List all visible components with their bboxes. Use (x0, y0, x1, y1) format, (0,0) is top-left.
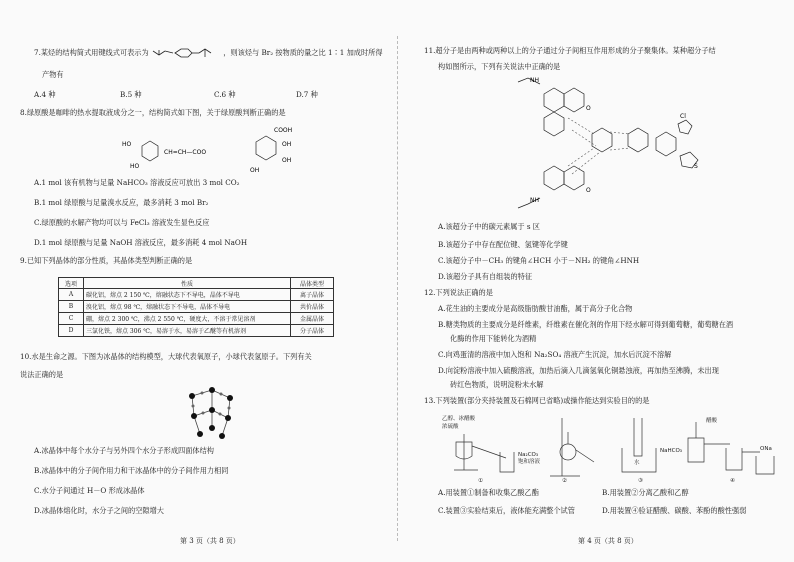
q13-label-4: ④ (730, 478, 735, 484)
q8-option-b: B.1 mol 绿原酸与足量溴水反应，最多消耗 3 mol Br₂ (34, 198, 209, 207)
q13-label-ona: ONa (760, 446, 772, 452)
table-cell: C (59, 313, 84, 325)
q13-option-a: A.用装置①制备和收集乙酸乙酯 (438, 488, 539, 497)
table-cell: 硼，熔点 2 300 ℃，沸点 2 550 ℃，硬度大，不溶于常见溶剂 (84, 313, 291, 325)
q7-option-c: C.6 种 (214, 90, 236, 99)
q7-stem-a: 7.某烃的结构简式用键线式可表示为 (34, 48, 149, 57)
q13-label-2: ② (562, 478, 567, 484)
q8-label-cooh: COOH (274, 127, 293, 134)
question-11-stem-b: 构如图所示，下列有关说法中正确的是 (438, 62, 561, 71)
q10-option-a: A.冰晶体中每个水分子与另外四个水分子形成四面体结构 (34, 446, 214, 455)
q13-label-saturated: 饱和溶液 (518, 459, 541, 465)
q11-supramolecule-structure (510, 74, 710, 212)
table-cell: 三氯化铁，熔点 306 ℃，易溶于水，易溶于乙醚等有机溶剂 (84, 325, 291, 337)
q13-label-acetic: 醋酸 (706, 418, 718, 424)
q10-option-d: D.冰晶体熔化时，水分子之间的空隙增大 (34, 506, 164, 515)
table-cell: B (59, 301, 84, 313)
q13-label-na2co3: Na₂CO₃ (518, 452, 539, 458)
q8-label-ho2: HO (130, 163, 140, 170)
q8-option-c: C.绿原酸的水解产物均可以与 FeCl₃ 溶液发生显色反应 (34, 218, 210, 227)
left-page-footer: 第 3 页（共 8 页） (180, 537, 240, 545)
q8-option-d: D.1 mol 绿原酸与足量 NaOH 溶液反应，最多消耗 4 mol NaOH (34, 238, 248, 247)
q13-apparatus-figure (434, 412, 780, 484)
q10-option-b: B.冰晶体中的分子间作用力和干冰晶体中的分子间作用力相同 (34, 466, 229, 475)
q11-option-b: B.该超分子中存在配位键、氢键等化学键 (438, 240, 568, 249)
table-header-row (59, 278, 334, 289)
q7-option-a: A.4 种 (34, 90, 56, 99)
q8-label-ch-chain: CH=CH—COO (164, 149, 207, 156)
table-header: 选项 (59, 278, 84, 289)
question-12-stem: 12.下列说法正确的是 (424, 288, 493, 297)
q8-label-oh2: OH (282, 157, 292, 164)
table-cell: 碳化铝，熔点 2 150 ℃，熔融状态下不导电，晶体不导电 (84, 289, 291, 301)
table-cell: D (59, 325, 84, 337)
q11-label-o-top: O (586, 105, 591, 112)
q11-label-cl: Cl (680, 113, 686, 120)
table-header: 性质 (84, 278, 291, 289)
q12-option-d-cont: 砖红色物质，说明淀粉未水解 (450, 380, 544, 389)
q9-crystal-table (58, 277, 334, 337)
right-page-footer: 第 4 页（共 8 页） (578, 537, 638, 545)
table-cell: 分子晶体 (291, 325, 334, 337)
q7-stem-b: ，则该烃与 Br₂ 按物质的量之比 1∶1 加成时所得 (223, 48, 383, 57)
q10-ice-crystal-model (182, 384, 242, 442)
question-10-stem-b: 说法正确的是 (20, 370, 64, 379)
question-10-stem-a: 10.水是生命之源。下图为冰晶体的结构模型，大球代表氧原子，小球代表氢原子。下列有关 (20, 352, 312, 361)
q13-label-ethanol-acetic: 乙醇、冰醋酸 (442, 416, 476, 422)
q10-option-c: C.水分子间通过 H－O 形成冰晶体 (34, 486, 145, 495)
table-cell: 离子晶体 (291, 289, 334, 301)
question-7 (34, 46, 386, 60)
q11-option-c: C.该超分子中－CH₃ 的键角∠HCH 小于－NH₂ 的键角∠HNH (438, 256, 640, 265)
q13-option-b: B.用装置②分离乙酸和乙醇 (602, 488, 689, 497)
table-row (59, 313, 334, 325)
q8-label-oh1: OH (282, 141, 292, 148)
q13-option-d: D.用装置④验证醋酸、碳酸、苯酚的酸性强弱 (602, 506, 747, 515)
q12-option-c: C.向鸡蛋清的溶液中加入饱和 Na₂SO₄ 溶液产生沉淀，加水后沉淀不溶解 (438, 350, 672, 359)
q13-label-1: ① (478, 478, 483, 484)
q8-label-oh3: OH (250, 167, 260, 174)
table-cell: 金属晶体 (291, 313, 334, 325)
q12-option-b-cont: 化酶的作用下能转化为酒精 (450, 334, 537, 343)
q11-label-nh-bottom: NH (530, 197, 539, 204)
q13-label-conc-sulfuric: 浓硫酸 (442, 424, 459, 430)
q8-label-ho1: HO (122, 141, 132, 148)
q8-chlorogenic-acid-structure (122, 124, 312, 174)
q13-label-3: ③ (638, 478, 643, 484)
q7-stem-c: 产物有 (42, 70, 64, 79)
q11-option-a: A.该超分子中的碳元素属于 s 区 (438, 222, 540, 231)
page-divider (397, 36, 398, 541)
q12-option-a: A.花生油的主要成分是高级脂肪酸甘油酯，属于高分子化合物 (438, 304, 633, 313)
question-9-stem: 9.已知下列晶体的部分性质，其晶体类型判断正确的是 (20, 256, 193, 265)
q12-option-b: B.糖类物质的主要成分是纤维素，纤维素在催化剂的作用下经水解可得到葡萄糖，葡萄糖在酒 (438, 320, 734, 329)
question-13-stem: 13.下列装置(部分夹持装置及石棉网已省略)或操作能达到实验目的的是 (424, 396, 650, 405)
table-cell: A (59, 289, 84, 301)
table-cell: 溴化铝，熔点 98 ℃，熔融状态下不导电，晶体不导电 (84, 301, 291, 313)
q13-label-nahco3: NaHCO₃ (660, 448, 682, 454)
q11-label-o-bottom: O (586, 187, 591, 194)
q11-label-s: S (694, 163, 698, 170)
q13-label-water: 水 (634, 460, 640, 466)
table-row (59, 289, 334, 301)
q7-option-b: B.5 种 (120, 90, 142, 99)
question-8-stem: 8.绿原酸是咖啡的热水提取液成分之一，结构简式如下图，关于绿原酸判断正确的是 (20, 108, 286, 117)
table-row (59, 325, 334, 337)
q7-skeletal-formula (151, 46, 221, 60)
q7-option-d: D.7 种 (296, 90, 318, 99)
q8-option-a: A.1 mol 该有机物与足量 NaHCO₃ 溶液反应可放出 3 mol CO₂ (34, 178, 240, 187)
q11-label-nh-top: NH (530, 77, 539, 84)
q13-option-c: C.装置③实验结束后，液体能充满整个试管 (438, 506, 575, 515)
table-row (59, 301, 334, 313)
table-cell: 共价晶体 (291, 301, 334, 313)
table-header: 晶体类型 (291, 278, 334, 289)
q11-option-d: D.该超分子具有自组装的特征 (438, 272, 533, 281)
q12-option-d: D.向淀粉溶液中加入硫酸溶液，加热后滴入几滴氢氧化铜悬浊液，再加热至沸腾，未出现 (438, 366, 719, 375)
question-11-stem-a: 11.超分子是由两种或两种以上的分子通过分子间相互作用形成的分子聚集体。某种超分子结 (424, 46, 716, 55)
